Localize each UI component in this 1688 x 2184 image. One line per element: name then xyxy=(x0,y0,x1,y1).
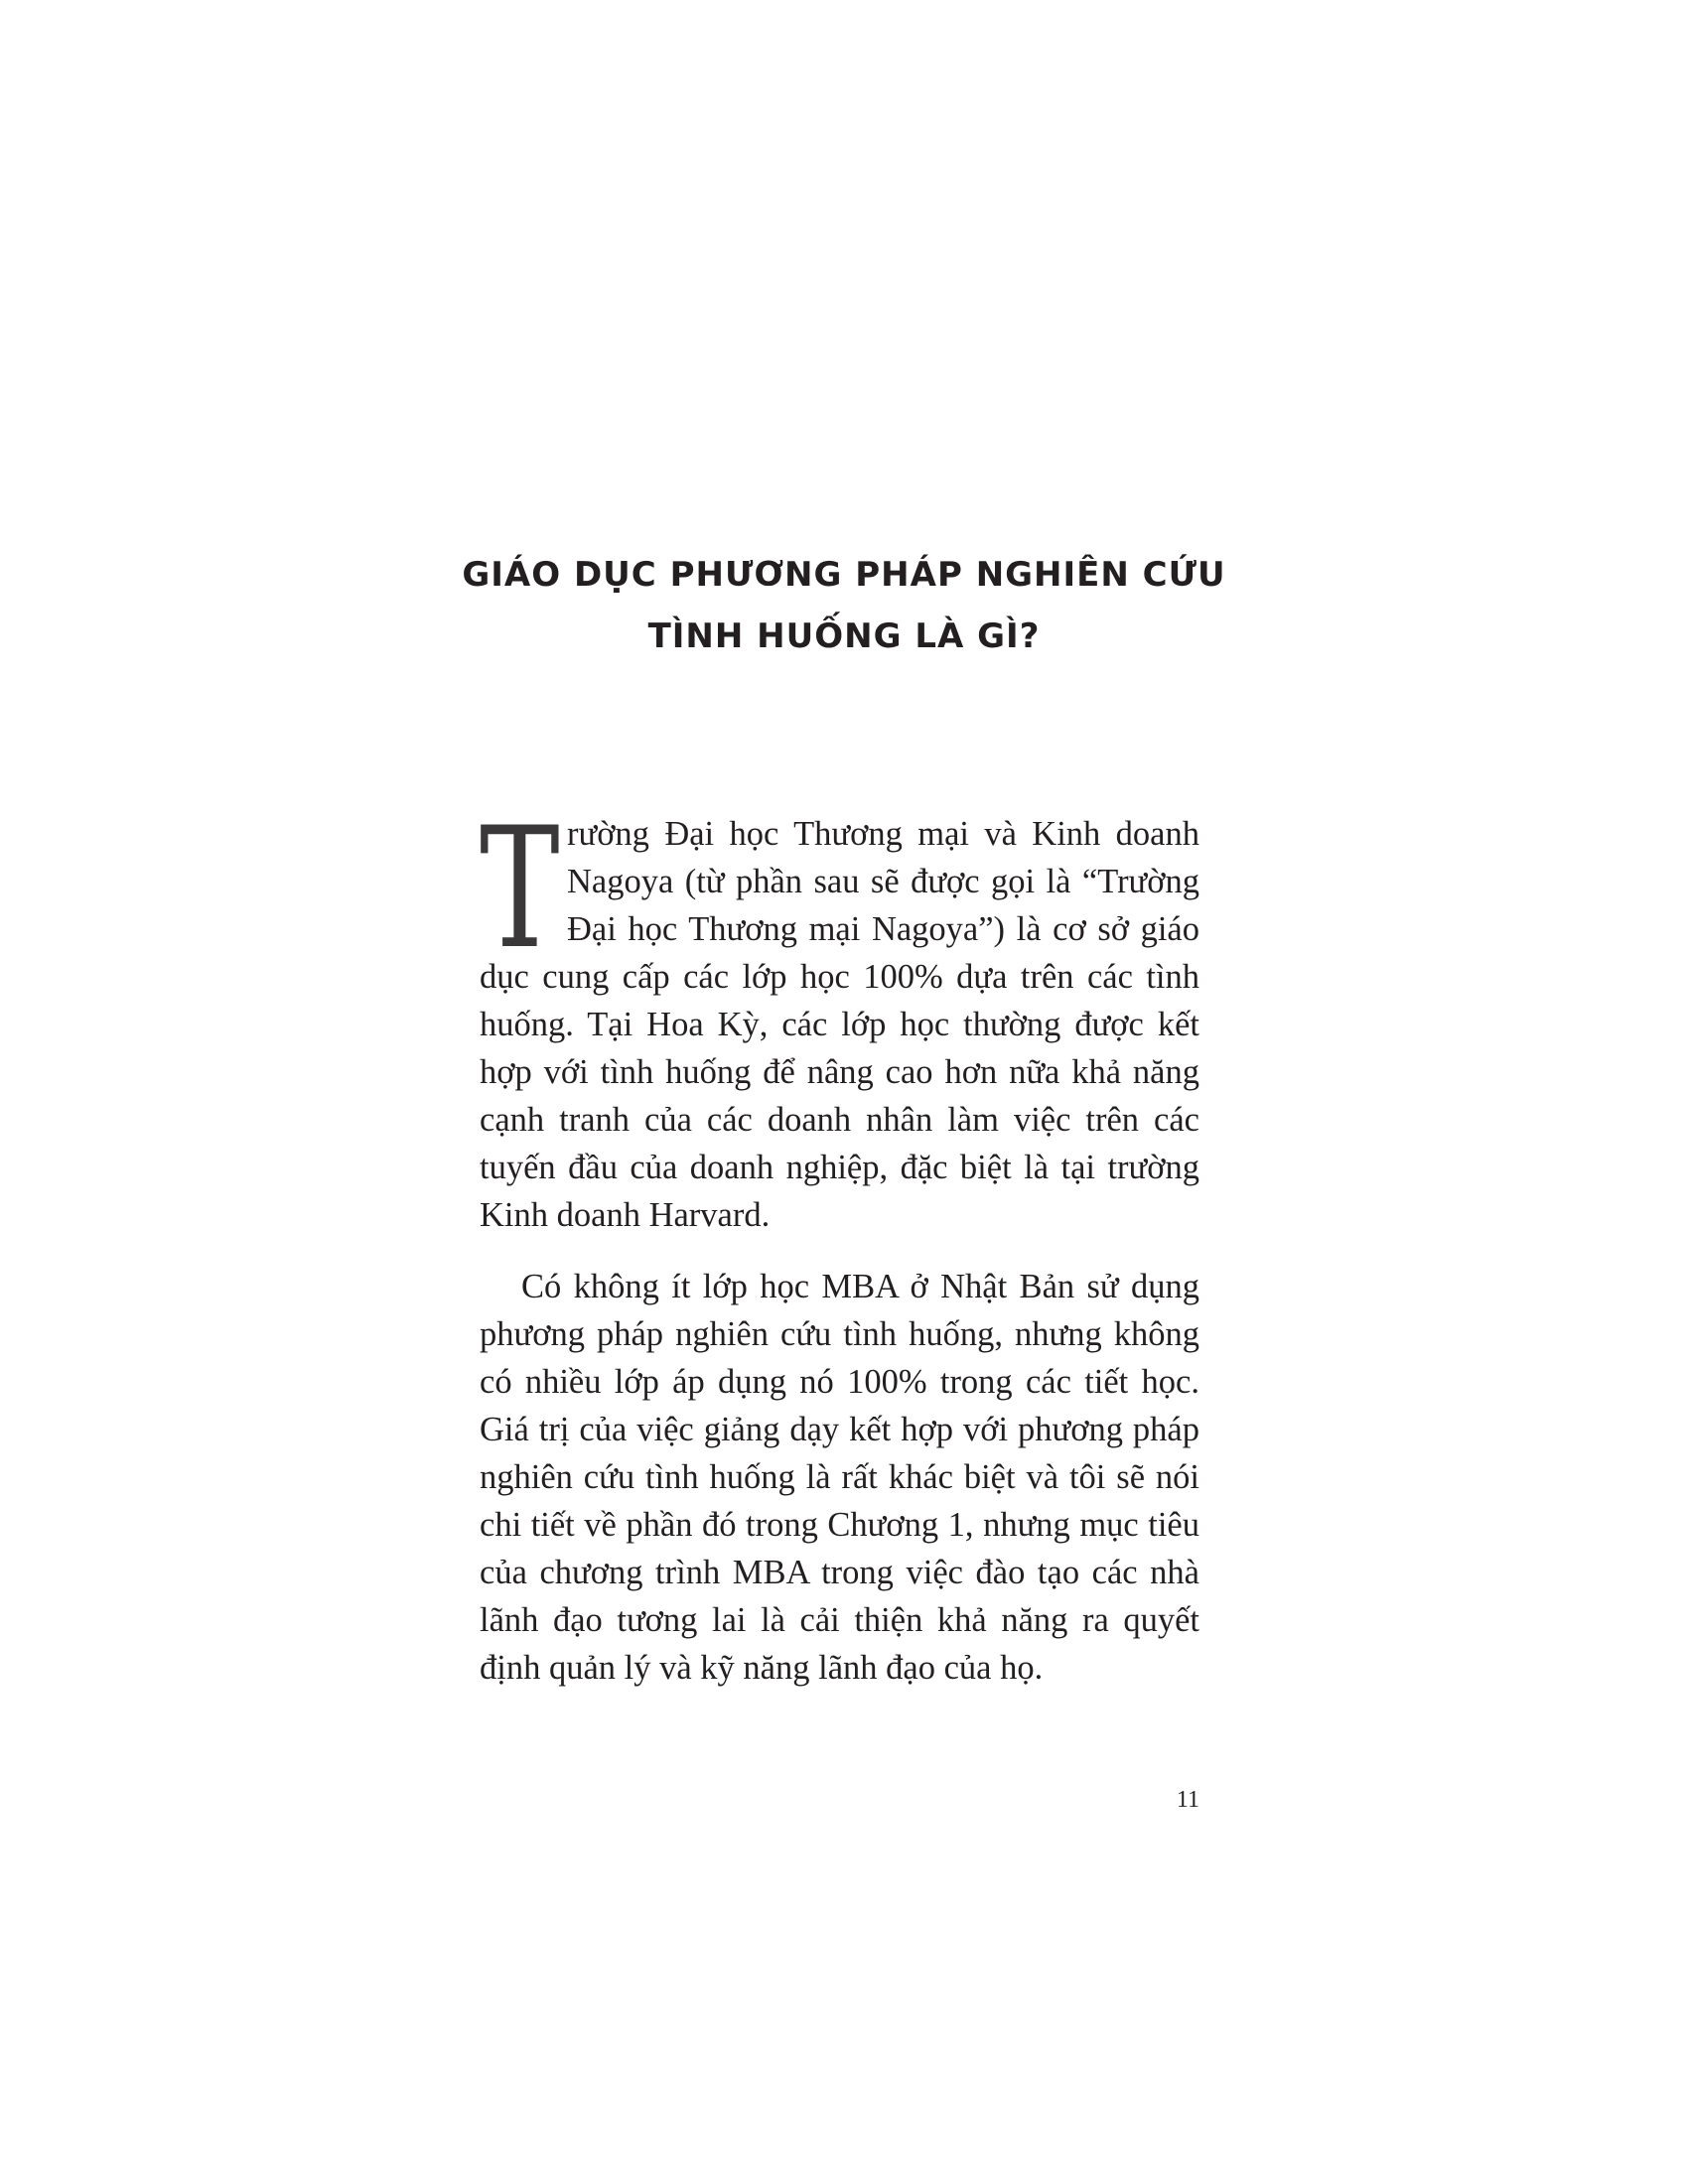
drop-cap-letter: T xyxy=(480,791,560,986)
paragraph-1-text: rường Đại học Thương mại và Kinh doanh Nagoya (từ phần sau sẽ được gọi là “Trường Đại học Thương mại Nagoya”) là cơ sở giáo dục cung cấp các lớp học 100% dựa trên các tình huống. Tại Hoa Kỳ, các lớp học thường được kết hợp với tình huống để nâng cao hơn nữa khả năng cạnh tranh của các doanh nhân làm việc trên các tuyến đầu của doanh nghiệp, đặc biệt là tại trường Kinh doanh Harvard. xyxy=(480,815,1199,1234)
paragraph-2: Có không ít lớp học MBA ở Nhật Bản sử dụng phương pháp nghiên cứu tình huống, nhưng không có nhiều lớp áp dụng nó 100% trong các tiết học. Giá trị của việc giảng dạy kết hợp với phương pháp nghiên cứu tình huống là rất khác biệt và tôi sẽ nói chi tiết về phần đó trong Chương 1, nhưng mục tiêu của chương trình MBA trong việc đào tạo các nhà lãnh đạo tương lai là cải thiện khả năng ra quyết định quản lý và kỹ năng lãnh đạo của họ. xyxy=(480,1268,1199,1687)
chapter-title-line-2: TÌNH HUỐNG LÀ GÌ? xyxy=(647,616,1041,656)
page-number: 11 xyxy=(1176,1787,1199,1813)
paragraph-1 xyxy=(480,791,1199,1239)
chapter-title xyxy=(377,544,1311,667)
chapter-title-line-1: GIÁO DỤC PHƯƠNG PHÁP NGHIÊN CỨU xyxy=(462,555,1226,595)
body-text xyxy=(480,791,1199,1692)
